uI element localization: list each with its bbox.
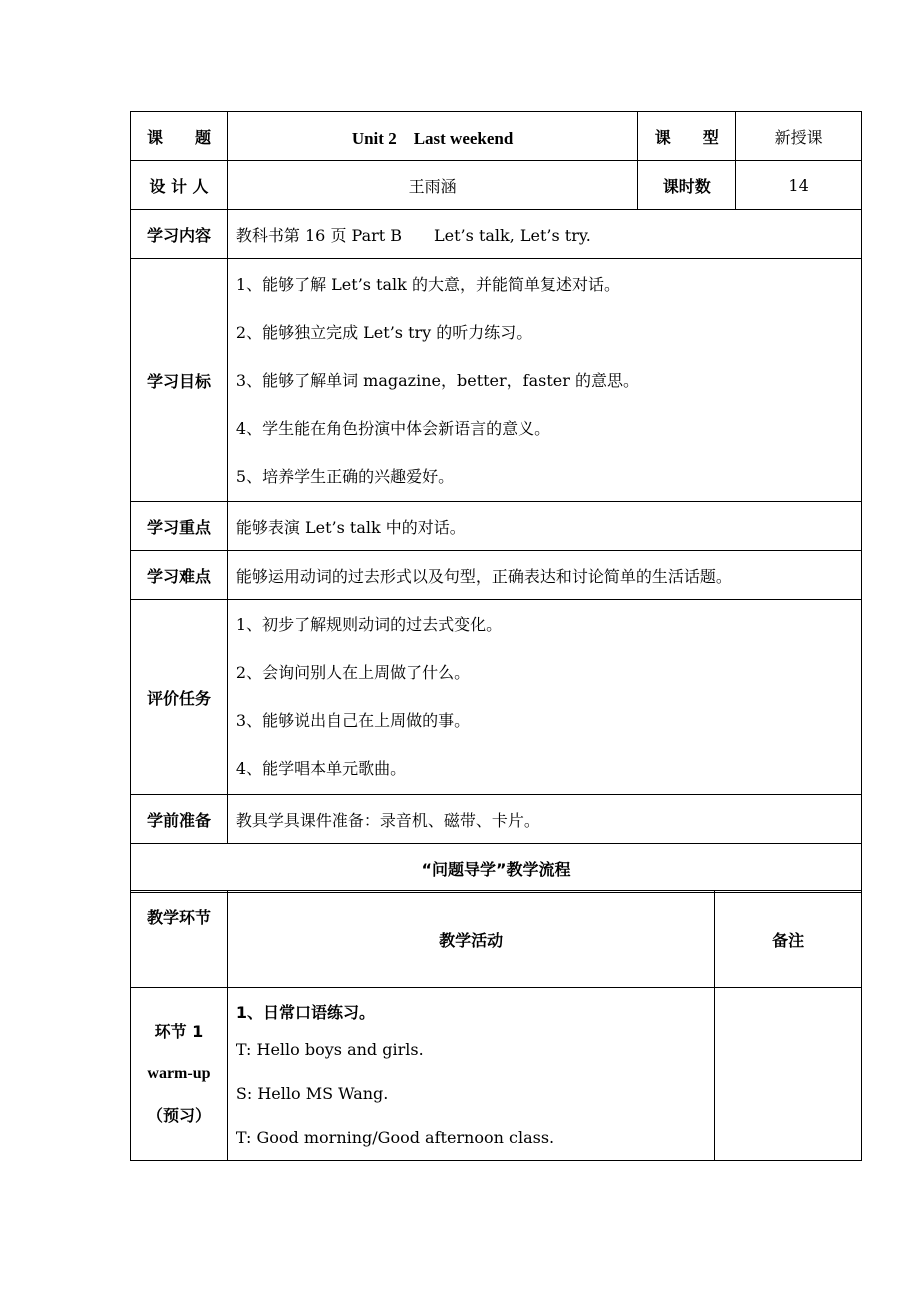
content-label: 学习内容 <box>131 210 228 259</box>
stage-number: 环节 1 <box>154 1022 204 1041</box>
evaluation-item: 1、初步了解规则动词的过去式变化。 <box>235 615 503 634</box>
goal-item: 5、培养学生正确的兴趣爱好。 <box>235 467 455 486</box>
key-points-value: 能够表演 Let’s talk 中的对话。 <box>227 502 861 551</box>
content-value: 教科书第 16 页 Part B Let’s talk, Let’s try. <box>227 210 861 259</box>
notes-cell <box>715 988 862 1161</box>
stage-name: warm-up <box>147 1065 211 1082</box>
evaluation-list <box>227 600 861 795</box>
evaluation-item: 4、能学唱本单元歌曲。 <box>235 759 407 778</box>
type-value: 新授课 <box>736 112 862 161</box>
goals-list <box>227 259 861 502</box>
activity-heading: 1、日常口语练习。 <box>235 1003 376 1022</box>
periods-label: 课时数 <box>638 161 736 210</box>
goals-label: 学习目标 <box>131 259 228 502</box>
periods-value: 14 <box>736 161 862 210</box>
activity-header: 教学活动 <box>227 891 714 988</box>
activity-line: T: Good morning/Good afternoon class. <box>235 1128 555 1147</box>
evaluation-item: 2、会询问别人在上周做了什么。 <box>235 663 471 682</box>
notes-header: 备注 <box>715 891 862 988</box>
stage-note: （预习） <box>146 1106 211 1125</box>
activity-line: S: Hello MS Wang. <box>235 1084 389 1103</box>
teaching-flow-table <box>130 890 862 1161</box>
preparation-value: 教具学具课件准备：录音机、磁带、卡片。 <box>227 795 861 844</box>
flow-title: “问题导学”教学流程 <box>131 844 862 893</box>
evaluation-item: 3、能够说出自己在上周做的事。 <box>235 711 471 730</box>
goal-item: 1、能够了解 Let’s talk 的大意，并能简单复述对话。 <box>235 275 620 294</box>
key-points-label: 学习重点 <box>131 502 228 551</box>
goal-item: 2、能够独立完成 Let’s try 的听力练习。 <box>235 323 533 342</box>
designer-label: 设 计 人 <box>131 161 228 210</box>
stage-cell <box>131 988 228 1161</box>
lesson-info-table <box>130 111 862 893</box>
stage-header: 教学环节 <box>131 891 228 988</box>
goal-item: 4、学生能在角色扮演中体会新语言的意义。 <box>235 419 551 438</box>
goal-item: 3、能够了解单词 magazine，better，faster 的意思。 <box>235 371 639 390</box>
topic-label: 课 题 <box>131 112 228 161</box>
evaluation-label: 评价任务 <box>131 600 228 795</box>
activity-cell <box>227 988 714 1161</box>
difficulties-value: 能够运用动词的过去形式以及句型，正确表达和讨论简单的生活话题。 <box>227 551 861 600</box>
topic-value: Unit 2 Last weekend <box>227 112 637 161</box>
activity-line: T: Hello boys and girls. <box>235 1040 424 1059</box>
preparation-label: 学前准备 <box>131 795 228 844</box>
designer-value: 王雨涵 <box>227 161 637 210</box>
type-label: 课 型 <box>638 112 736 161</box>
difficulties-label: 学习难点 <box>131 551 228 600</box>
